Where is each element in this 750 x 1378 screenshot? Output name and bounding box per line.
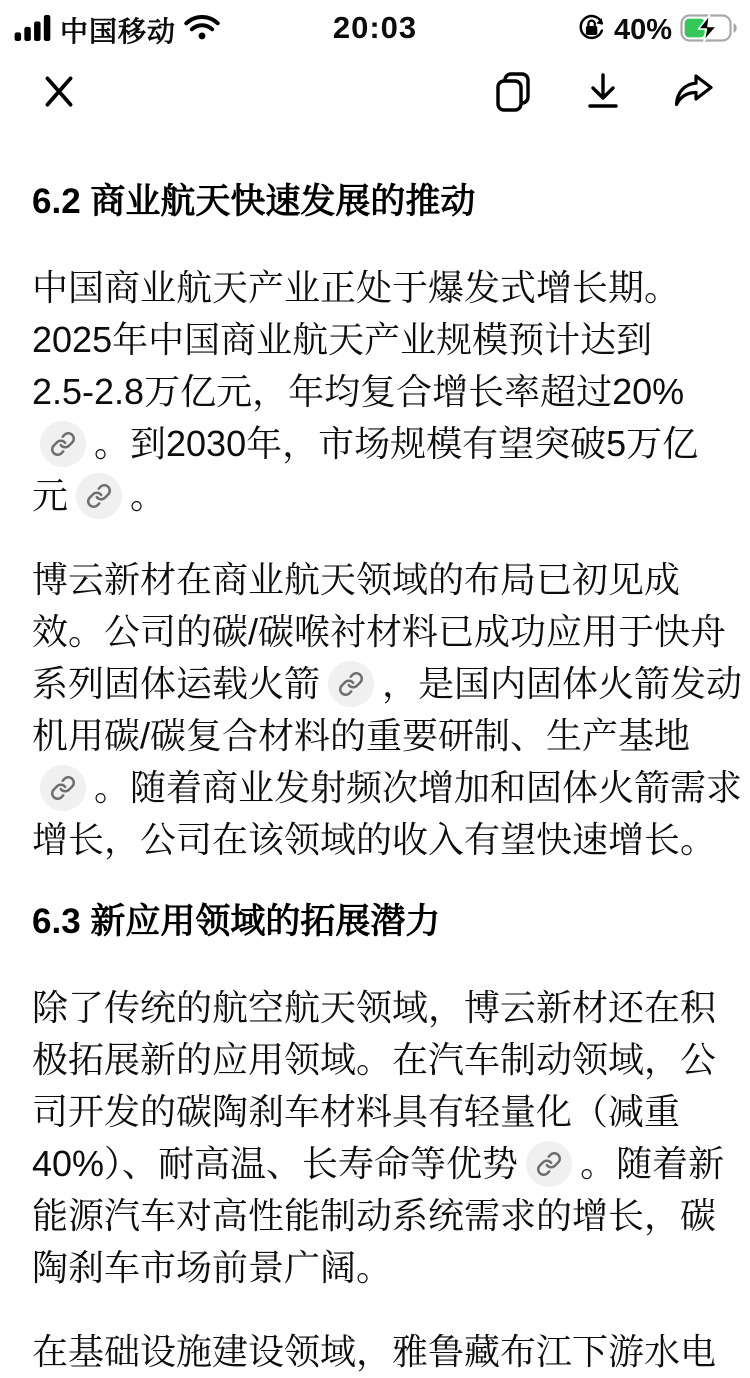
text-run: 中国商业航天产业正处于爆发式增长期。: [32, 267, 681, 308]
text-run: 能源汽车对高性能制动系统需求的增长，碳: [32, 1195, 717, 1236]
text-line: [32, 262, 718, 314]
toolbar-actions: [490, 68, 716, 117]
section-heading: 6.2 商业航天快速发展的推动: [32, 182, 476, 221]
citation-link-icon[interactable]: [40, 421, 86, 467]
citation-link-icon[interactable]: [328, 661, 374, 707]
text-line: [32, 710, 718, 762]
text-run: 。随着新: [580, 1143, 725, 1184]
text-line: [32, 470, 718, 522]
wifi-icon: [184, 14, 220, 46]
text-run: 系列固体运载火箭: [32, 663, 321, 704]
cellular-signal-icon: [14, 15, 52, 46]
citation-link-icon[interactable]: [76, 473, 122, 519]
text-run: 元: [32, 475, 69, 516]
text-run: 2025年中国商业航天产业规模预计达到: [32, 319, 653, 360]
share-icon: [670, 68, 716, 117]
download-icon: [580, 68, 626, 117]
text-line: [32, 1190, 718, 1242]
text-run: 2.5-2.8万亿元，年均复合增长率超过20%: [32, 371, 685, 412]
text-line: [32, 314, 718, 366]
text-run: 博云新材在商业航天领域的布局已初见成: [32, 559, 681, 600]
citation-link-icon[interactable]: [526, 1141, 572, 1187]
text-run: 司开发的碳陶刹车材料具有轻量化（减重: [32, 1091, 681, 1132]
text-run: 陶刹车市场前景广阔。: [32, 1247, 393, 1288]
close-icon: [38, 70, 80, 115]
clock: 20:03: [332, 10, 418, 45]
text-line: [32, 1034, 718, 1086]
text-run: 机用碳/碳复合材料的重要研制、生产基地: [32, 715, 691, 756]
paragraph: [32, 982, 725, 1294]
paragraph: [32, 262, 718, 522]
text-line: [32, 814, 718, 866]
text-run: 除了传统的航空航天领域，博云新材还在积: [32, 987, 717, 1028]
text-run: 。: [130, 475, 167, 516]
text-line: [32, 762, 743, 814]
text-line: [32, 366, 718, 418]
status-bar-left: [14, 10, 220, 50]
battery-charging-icon: [680, 14, 738, 47]
text-line: [32, 418, 718, 470]
status-bar: [0, 0, 750, 52]
text-run: 40%）、耐高温、长寿命等优势: [32, 1143, 519, 1184]
paragraph: [32, 554, 743, 866]
article[interactable]: [0, 178, 750, 1378]
text-line: [32, 982, 718, 1034]
text-line: [32, 1138, 725, 1190]
text-line: [32, 1242, 718, 1294]
copy-icon: [490, 68, 536, 117]
text-run: 极拓展新的应用领域。在汽车制动领域，公: [32, 1039, 717, 1080]
text-line: [32, 554, 718, 606]
text-line: [32, 658, 743, 710]
text-run: 。随着商业发射频次增加和固体火箭需求: [94, 767, 743, 808]
status-bar-right: [577, 13, 738, 47]
download-button[interactable]: [580, 68, 626, 117]
text-run: 在基础设施建设领域，雅鲁藏布江下游水电: [32, 1331, 717, 1372]
text-line: [32, 606, 727, 658]
text-run: ，是国内固体火箭发动: [382, 663, 743, 704]
text-line: [32, 1086, 718, 1138]
close-button[interactable]: [38, 70, 80, 115]
text-run: 。到2030年，市场规模有望突破5万亿: [94, 423, 699, 464]
text-run: 效。公司的碳/碳喉衬材料已成功应用于快舟: [32, 611, 727, 652]
battery-percent-label: 40%: [613, 13, 672, 46]
text-run: 增长，公司在该领域的收入有望快速增长。: [32, 819, 717, 860]
share-button[interactable]: [670, 68, 716, 117]
copy-button[interactable]: [490, 68, 536, 117]
toolbar: [0, 64, 750, 120]
citation-link-icon[interactable]: [40, 765, 86, 811]
section-heading: 6.3 新应用领域的拓展潜力: [32, 902, 441, 941]
orientation-lock-icon: [577, 13, 606, 47]
carrier-label: 中国移动: [60, 16, 177, 47]
